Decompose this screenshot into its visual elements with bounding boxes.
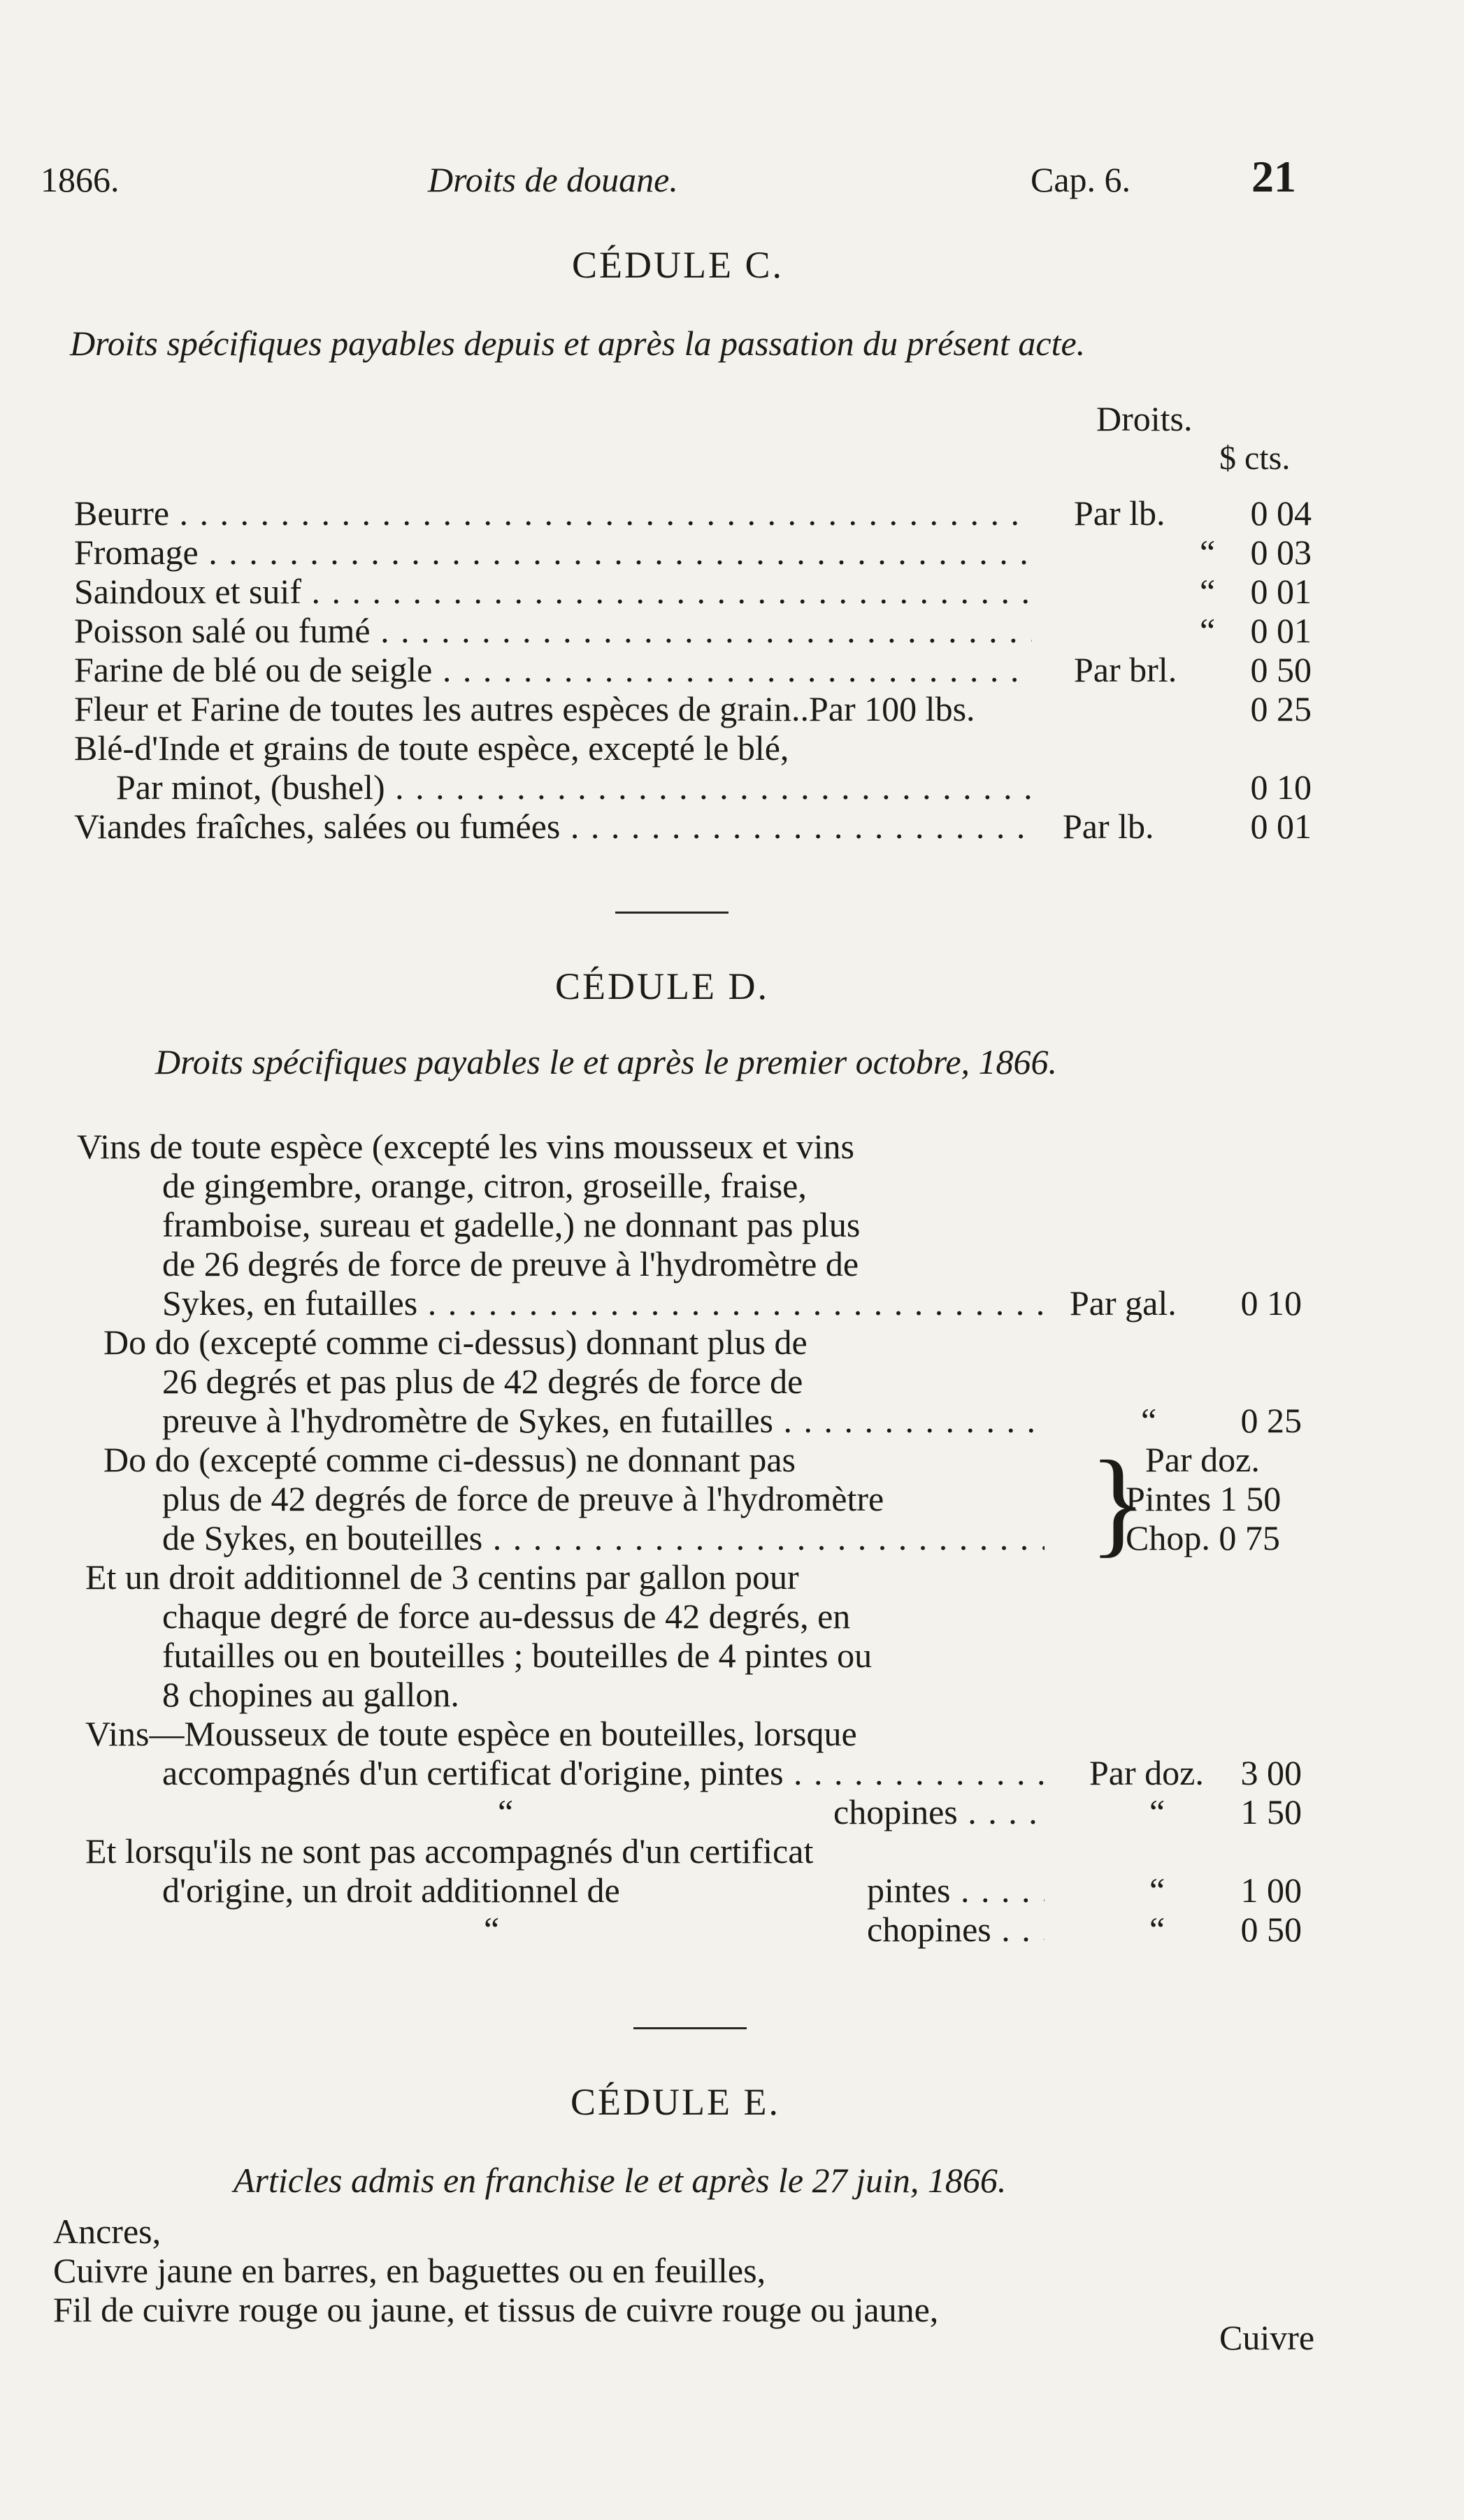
row-label: pintes . . . (867, 1871, 1045, 1910)
text-line: Do do (excepté comme ci-dessus) ne donnant pas (103, 1440, 796, 1479)
text-line: Vins de toute espèce (excepté les vins mousseux et vins (77, 1127, 854, 1166)
text-line: Et lorsqu'ils ne sont pas accompagnés d'un certificat (85, 1831, 814, 1871)
row-label: Sykes, en futailles . . . (162, 1283, 1045, 1323)
row-unit: “ (1141, 1401, 1157, 1440)
row-label: Farine de blé ou de seigle . . . (74, 650, 1032, 689)
text-line: futailles ou en bouteilles ; bouteilles de 4 pintes ou (162, 1636, 873, 1675)
row-unit: Par doz. (1089, 1753, 1204, 1792)
row-unit: “ (1149, 1910, 1165, 1949)
row-label: Saindoux et suif . . . (74, 572, 1032, 611)
row-value: 0 01 (1250, 611, 1312, 650)
row-label: Blé-d'Inde et grains de toute espèce, excepté le blé, (74, 728, 789, 768)
row-value: 1 00 (1240, 1871, 1302, 1910)
row-value: 0 01 (1250, 572, 1312, 611)
row-value: 0 50 (1250, 650, 1312, 689)
text-line: framboise, sureau et gadelle,) ne donnant pas plus (162, 1205, 861, 1244)
header-year: 1866. (41, 160, 120, 199)
row-unit: “ (1149, 1871, 1165, 1910)
row-unit: “ (1149, 1792, 1165, 1831)
cedule-c-title: CÉDULE C. (572, 244, 784, 286)
row-label: d'origine, un droit additionnel de (162, 1871, 620, 1910)
pintes-label: Pintes 1 50 (1126, 1479, 1282, 1518)
catchword: Cuivre (1219, 2318, 1315, 2357)
text-line: Fil de cuivre rouge ou jaune, et tissus de cuivre rouge ou jaune, (53, 2290, 939, 2329)
row-value: 0 10 (1250, 768, 1312, 807)
row-value: 0 25 (1250, 689, 1312, 728)
row-value: 1 50 (1240, 1792, 1302, 1831)
section-divider (633, 2027, 747, 2029)
row-ditto: “ (498, 1792, 514, 1831)
header-chapter: Cap. 6. (1031, 160, 1131, 199)
row-label: chopines . . . (833, 1792, 1045, 1831)
text-line: Ancres, (53, 2212, 162, 2251)
row-value: 0 03 (1250, 533, 1312, 572)
row-ditto: “ (484, 1910, 500, 1949)
row-label: Par minot, (bushel) . . . (116, 768, 1032, 807)
cedule-c-col-header: Droits. (1096, 399, 1193, 438)
row-label: Fleur et Farine de toutes les autres espèces de grain..Par 100 lbs. (74, 689, 975, 728)
brace-icon: } (1089, 1437, 1147, 1568)
row-value: 0 10 (1240, 1283, 1302, 1323)
row-value: 3 00 (1240, 1753, 1302, 1792)
text-line: de gingembre, orange, citron, groseille, fraise, (162, 1166, 807, 1205)
row-label: Poisson salé ou fumé . . . (74, 611, 1032, 650)
row-value: 0 25 (1240, 1401, 1302, 1440)
header-title: Droits de douane. (428, 160, 678, 199)
text-line: de 26 degrés de force de preuve à l'hydromètre de (162, 1244, 859, 1283)
row-value: 0 04 (1250, 494, 1312, 533)
cedule-d-title: CÉDULE D. (555, 965, 769, 1007)
row-label: Beurre . . . (74, 494, 1032, 533)
row-value: 0 01 (1250, 807, 1312, 846)
text-line: plus de 42 degrés de force de preuve à l'hydromètre (162, 1479, 884, 1518)
row-label: Viandes fraîches, salées ou fumées . . . (74, 807, 1032, 846)
cedule-c-currency-header: $ cts. (1219, 440, 1291, 477)
row-label: de Sykes, en bouteilles . . . (162, 1518, 1045, 1557)
header-page-number: 21 (1251, 152, 1296, 201)
chop-label: Chop. 0 75 (1126, 1518, 1280, 1557)
text-line: Et un droit additionnel de 3 centins par gallon pour (85, 1557, 799, 1597)
text-line: chaque degré de force au-dessus de 42 degrés, en (162, 1597, 851, 1636)
row-unit: Par gal. (1070, 1283, 1177, 1323)
row-label: accompagnés d'un certificat d'origine, pintes . . . (162, 1753, 1045, 1792)
row-value: 0 50 (1240, 1910, 1302, 1949)
section-divider (615, 912, 729, 914)
text-line: 8 chopines au gallon. (162, 1675, 459, 1714)
row-unit: “ (1200, 611, 1216, 650)
row-label: Fromage . . . (74, 533, 1032, 572)
text-line: Do do (excepté comme ci-dessus) donnant plus de (103, 1323, 808, 1362)
row-label: chopines . . . (867, 1910, 1045, 1949)
text-line: Cuivre jaune en barres, en baguettes ou en feuilles, (53, 2251, 766, 2290)
text-line: Vins—Mousseux de toute espèce en bouteilles, lorsque (85, 1714, 857, 1753)
cedule-e-subtitle: Articles admis en franchise le et après le 27 juin, 1866. (234, 2161, 1007, 2200)
row-unit: “ (1200, 572, 1216, 611)
text-line: 26 degrés et pas plus de 42 degrés de force de (162, 1362, 803, 1401)
row-label: preuve à l'hydromètre de Sykes, en futailles . . . (162, 1401, 1045, 1440)
doz-label: Par doz. (1145, 1440, 1260, 1479)
row-unit: Par brl. (1074, 650, 1177, 689)
cedule-e-title: CÉDULE E. (570, 2081, 780, 2123)
row-unit: Par lb. (1063, 807, 1154, 846)
cedule-d-subtitle: Droits spécifiques payables le et après le premier octobre, 1866. (155, 1042, 1058, 1081)
cedule-c-subtitle: Droits spécifiques payables depuis et après la passation du présent acte. (70, 324, 1086, 363)
row-unit: Par lb. (1074, 494, 1165, 533)
row-unit: “ (1200, 533, 1216, 572)
